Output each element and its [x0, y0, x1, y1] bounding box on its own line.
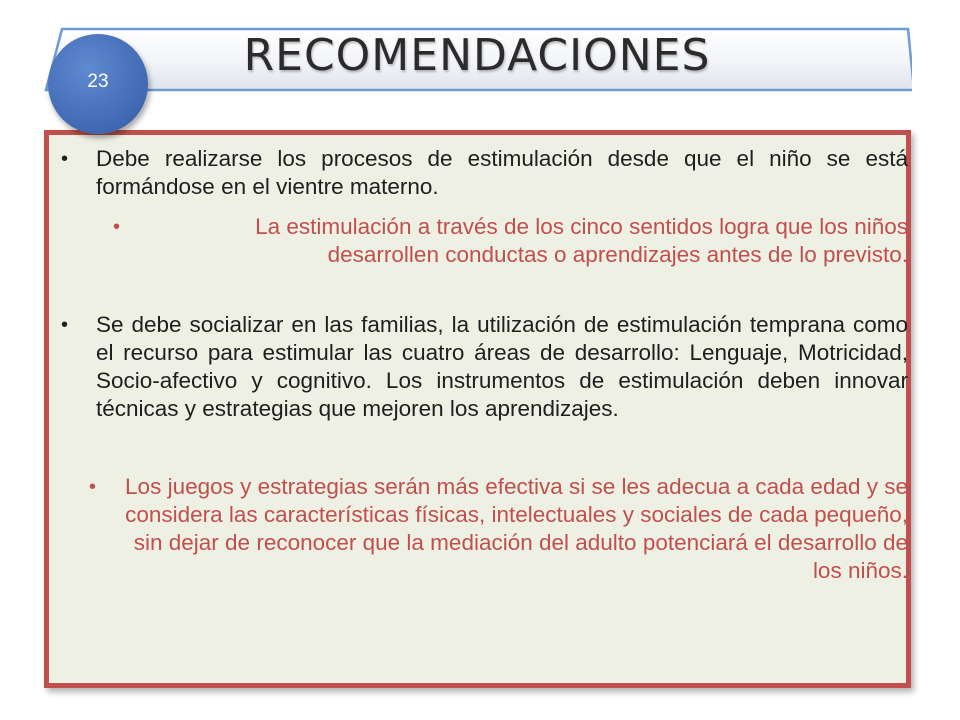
bullet-dot: • — [89, 476, 97, 498]
page-number: 23 — [87, 71, 109, 92]
content-box — [44, 130, 911, 688]
bullet-item-1: Debe realizarse los procesos de estimulación desde que el niño se está formándose en el vientre materno. — [96, 146, 908, 199]
bullet-dot: • — [113, 216, 121, 238]
bullet-dot: • — [61, 148, 69, 170]
title-banner — [42, 26, 912, 94]
slide-title: RECOMENDACIONES — [243, 30, 711, 81]
page-number-badge — [48, 34, 148, 134]
bullet-item-4: Los juegos y estrategias serán más efectiva si se les adecua a cada edad y se considera las características físicas, intelectuales y sociales de cada pequeño, sin dejar de reconocer que la mediación del adulto potenciará el desarrollo de los niños. — [125, 474, 908, 583]
bullet-item-3: Se debe socializar en las familias, la utilización de estimulación temprana como el recurso para estimular las cuatro áreas de desarrollo: Lenguaje, Motricidad, Socio-afectivo y cognitivo. Los instrumentos de estimulación deben innovar técnicas y estrategias que mejoren los aprendizajes. — [96, 312, 908, 421]
bullet-dot: • — [61, 314, 69, 336]
bullet-item-2: La estimulación a través de los cinco sentidos logra que los niños desarrollen conductas o aprendizajes antes de lo previsto. — [255, 214, 908, 267]
